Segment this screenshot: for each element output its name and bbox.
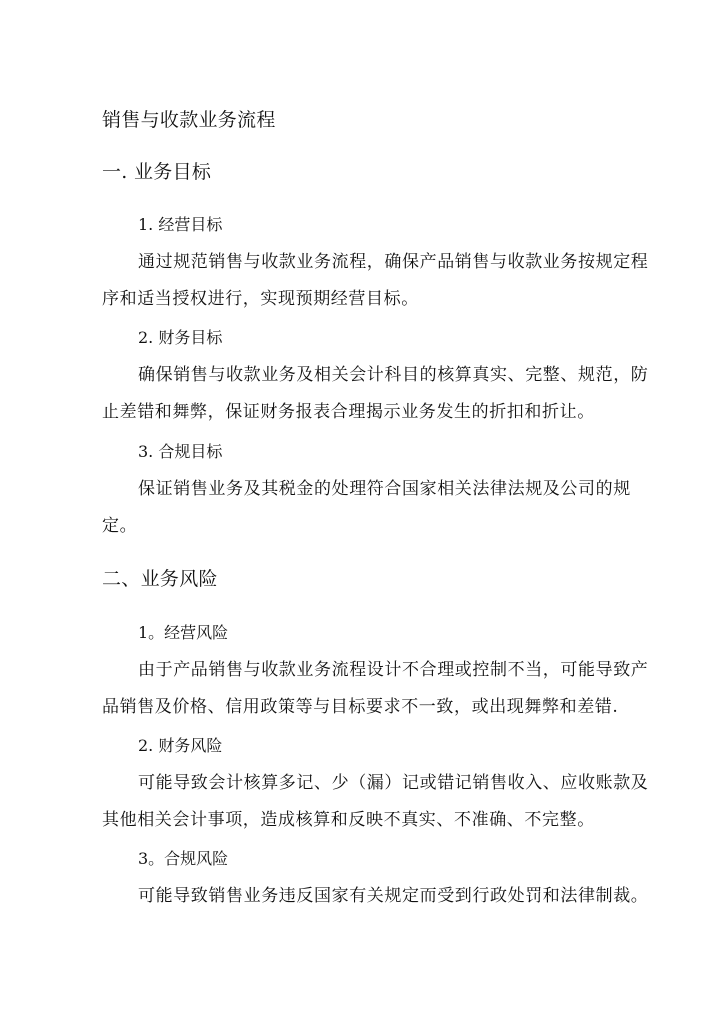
paragraph-line: 通过规范销售与收款业务流程，确保产品销售与收款业务按规定程 [138, 252, 649, 272]
paragraph-line: 可能导致销售业务违反国家有关规定而受到行政处罚和法律制裁。 [138, 886, 649, 906]
item-label-operating-risk: 1。经营风险 [138, 623, 229, 642]
paragraph-line: 可能导致会计核算多记、少（漏）记或错记销售收入、应收账款及 [138, 773, 649, 793]
document-title: 销售与收款业务流程 [102, 109, 276, 131]
item-label-operating-objective: 1. 经营目标 [138, 215, 223, 234]
item-label-financial-risk: 2. 财务风险 [138, 736, 223, 755]
paragraph-line: 序和适当授权进行，实现预期经营目标。 [102, 289, 419, 309]
paragraph-line: 保证销售业务及其税金的处理符合国家相关法律法规及公司的规 [138, 479, 631, 499]
paragraph-line: 确保销售与收款业务及相关会计科目的核算真实、完整、规范，防 [138, 365, 649, 385]
paragraph-line: 止差错和舞弊，保证财务报表合理揭示业务发生的折扣和折让。 [102, 402, 595, 422]
paragraph-line: 品销售及价格、信用政策等与目标要求不一致，或出现舞弊和差错. [102, 697, 619, 717]
section-heading-objectives: 一. 业务目标 [102, 161, 212, 183]
paragraph-line: 由于产品销售与收款业务流程设计不合理或控制不当，可能导致产 [138, 660, 649, 680]
item-label-compliance-risk: 3。合规风险 [138, 849, 229, 868]
item-label-financial-objective: 2. 财务目标 [138, 328, 223, 347]
paragraph-line: 其他相关会计事项，造成核算和反映不真实、不准确、不完整。 [102, 810, 595, 830]
section-heading-risks: 二、业务风险 [102, 568, 218, 590]
paragraph-line: 定。 [102, 516, 138, 536]
item-label-compliance-objective: 3. 合规目标 [138, 442, 223, 461]
